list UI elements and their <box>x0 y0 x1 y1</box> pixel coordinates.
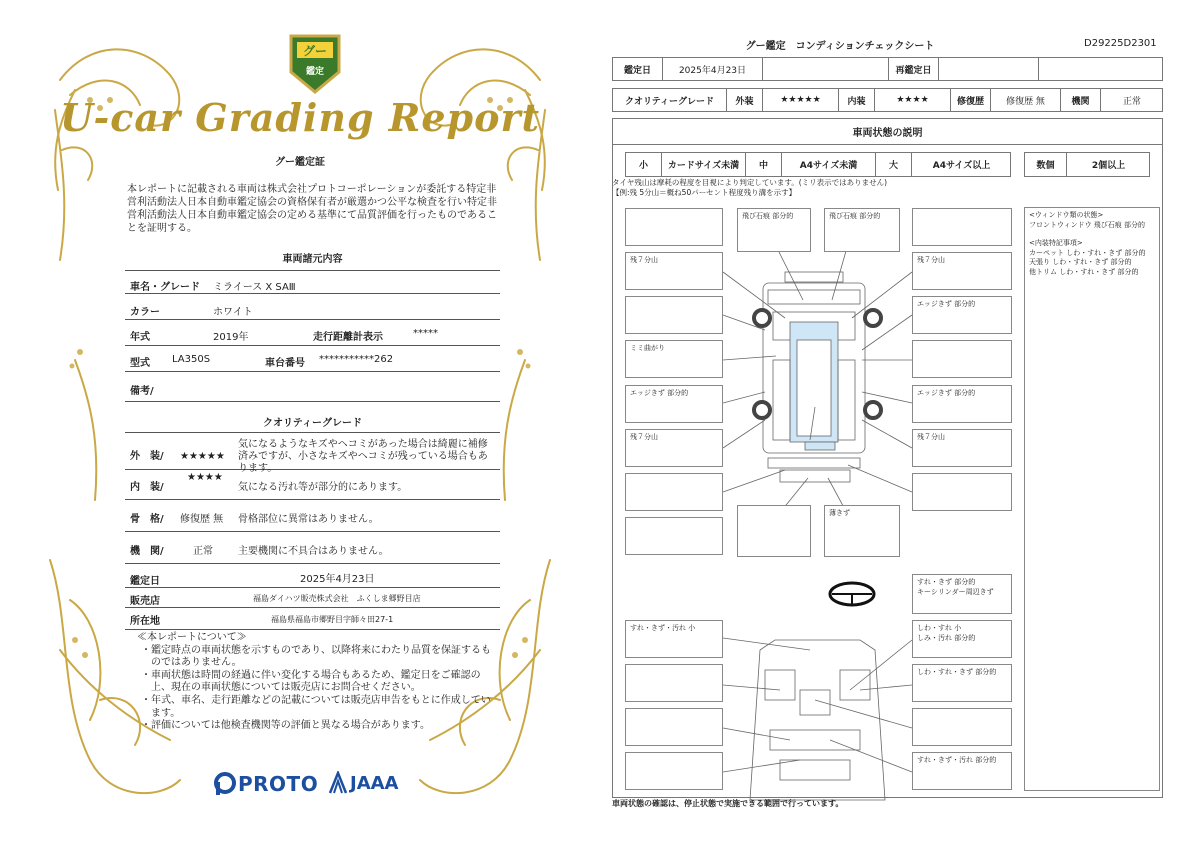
exterior-description: 気になるようなキズやヘコミがあった場合は綺麗に補修済みですが、小さなキズやヘコミが残っている場合もあります。 <box>238 439 488 474</box>
callout-box <box>737 505 811 557</box>
callout-box <box>625 752 723 790</box>
interior-note-1: しわ・すれ 小 <box>917 624 962 632</box>
car-name-value: ミライース X SAⅢ <box>213 282 296 293</box>
callout-box: 薄きず <box>824 505 900 557</box>
tire-note <box>612 178 887 198</box>
note-item: ・鑑定時点の車両状態を示すものであり、以降将来にわたり品質を保証するものではありません。 <box>141 644 491 669</box>
sheet-footnote: 車両状態の確認は、停止状態で実施できる範囲で行っています。 <box>612 799 844 808</box>
report-title: U-car Grading Report <box>59 95 541 140</box>
frame-description: 骨格部位に異常はありません。 <box>238 514 379 525</box>
frame-label: 骨 格/ <box>130 514 164 525</box>
mileage-value: ***** <box>413 328 438 339</box>
chassis-value: ***********262 <box>319 354 394 365</box>
interior-label: 内 装/ <box>130 482 164 493</box>
side-note-line: <ウィンドウ類の状態> <box>1029 211 1104 219</box>
reinspect-value <box>939 58 1039 80</box>
callout-box <box>625 208 723 246</box>
mileage-label: 走行距離計表示 <box>313 332 383 343</box>
svg-text:グー: グー <box>302 44 328 58</box>
size-mid: 中 <box>746 153 782 176</box>
spec-heading: 車両諸元内容 <box>282 254 343 265</box>
side-note-line: フロントウィンドウ 飛び石痕 部分的 <box>1029 220 1146 229</box>
interior-description: 気になる汚れ等が部分的にあります。 <box>238 482 408 493</box>
svg-text:鑑定: 鑑定 <box>305 67 325 77</box>
car-name-label: 車名・グレード <box>130 282 200 293</box>
certificate-text: 本レポートに記載される車両は株式会社プロトコーポレーションが委託する特定非営利活動法人日本自動車鑑定協会の資格保有者が厳選かつ公平な検査を行い特定非営利活動法人日本自動車鑑定協会の定める基準にて品質評価を行ったものであることを証明する。 <box>127 184 497 234</box>
side-note-line: 天張り しわ・すれ・きず 部分的 <box>1029 258 1132 266</box>
callout-box: エッジきず 部分的 <box>625 385 723 423</box>
row-remarks <box>125 372 500 402</box>
side-note-spacer <box>1029 230 1155 239</box>
engine-label: 機 関/ <box>130 546 164 557</box>
size-legend <box>625 152 1011 177</box>
callout-box: エッジきず 部分的 <box>912 385 1012 423</box>
row-dealer <box>125 588 500 608</box>
dealer-value: 福島ダイハツ販売株式会社 ふくしま郷野目店 <box>253 594 421 603</box>
row-address <box>125 608 500 630</box>
callout-box <box>625 296 723 334</box>
model-label: 型式 <box>130 358 150 369</box>
callout-box: 残７分山 <box>912 252 1012 290</box>
reinspect-label: 再鑑定日 <box>889 58 939 80</box>
row-frame <box>125 500 500 532</box>
repair-label: 修復歴 <box>951 89 991 111</box>
count-value: 2個以上 <box>1091 161 1126 171</box>
count-label: 数個 <box>1025 153 1067 176</box>
footer-logos <box>214 770 414 800</box>
report-notes <box>137 632 497 733</box>
int-value: ★★★★ <box>875 89 951 111</box>
date-value: 2025年4月23日 <box>300 574 375 585</box>
certificate-heading: グー鑑定証 <box>275 157 325 168</box>
row-exterior <box>125 432 500 474</box>
note-item: ・評価については他検査機関等の評価と異なる場合があります。 <box>141 720 430 732</box>
callout-box <box>912 473 1012 511</box>
dealer-label: 販売店 <box>130 596 160 607</box>
callout-box <box>912 340 1012 378</box>
side-note-line: <内装特記事項> <box>1029 239 1083 247</box>
size-large: 大 <box>876 153 912 176</box>
reinspect-blank <box>1039 58 1163 80</box>
engine-label: 機関 <box>1061 89 1101 111</box>
exterior-label: 外 装/ <box>130 451 164 462</box>
note-item: ・車両状態は時間の経過に伴い変化する場合もあるため、鑑定日をご確認の上、現在の車両状態については販売店にお問合せください。 <box>141 669 481 694</box>
callout-box <box>625 517 723 555</box>
tire-note-line-2: 【例:残 5分山＝概ね50パーセント程度残り溝を示す】 <box>612 188 797 197</box>
address-value: 福島県福島市郷野目字師々田27-1 <box>271 615 394 624</box>
note-item: ・年式、車名、走行距離などの記載については販売店申告をもとに作成しています。 <box>141 694 491 719</box>
size-large-desc: A4サイズ以上 <box>932 161 991 171</box>
callout-box <box>912 708 1012 746</box>
proto-logo-text: PROTO <box>238 772 319 796</box>
document-id: D29225D2301 <box>1084 38 1157 49</box>
chassis-label: 車台番号 <box>265 358 305 369</box>
quality-grade-heading: クオリティーグレード <box>263 418 362 429</box>
row-color <box>125 294 500 320</box>
row-year <box>125 320 500 346</box>
jaaa-logo-text: JAAA <box>350 773 399 794</box>
callout-box: ミミ曲がり <box>625 340 723 378</box>
callout-box: 残７分山 <box>912 429 1012 467</box>
quality-row <box>612 88 1163 112</box>
section-title: 車両状態の説明 <box>613 119 1162 145</box>
size-small-desc: カードサイズ未満 <box>662 153 746 176</box>
callout-box-key <box>912 574 1012 614</box>
date-value: 2025年4月23日 <box>663 58 763 80</box>
ext-label: 外装 <box>727 89 763 111</box>
year-value: 2019年 <box>213 332 249 343</box>
side-note-line: 他トリム しわ・すれ・きず 部分的 <box>1029 267 1139 276</box>
row-interior <box>125 470 500 500</box>
callout-box <box>625 708 723 746</box>
callout-box: 飛び石痕 部分的 <box>824 208 900 252</box>
interior-note-2: しみ・汚れ 部分的 <box>917 634 976 642</box>
remarks-label: 備考/ <box>130 386 154 397</box>
color-value: ホワイト <box>213 307 253 318</box>
callout-box: 飛び石痕 部分的 <box>737 208 811 252</box>
callout-box: 残７分山 <box>625 252 723 290</box>
jaaa-logo-icon <box>328 771 348 795</box>
color-label: カラー <box>130 307 160 318</box>
callout-box <box>912 208 1012 246</box>
callout-box: しわ・すれ・きず 部分的 <box>912 664 1012 702</box>
size-mid-desc: A4サイズ未満 <box>782 153 876 176</box>
engine-value: 正常 <box>193 546 213 557</box>
int-label: 内装 <box>839 89 875 111</box>
date-label: 鑑定日 <box>613 58 663 80</box>
size-small: 小 <box>626 153 662 176</box>
ext-value: ★★★★★ <box>763 89 839 111</box>
model-value: LA350S <box>172 354 211 365</box>
callout-box: 残７分山 <box>625 429 723 467</box>
sheet-title: グー鑑定 コンディションチェックシート <box>745 41 935 52</box>
goo-appraisal-badge-icon <box>287 32 343 96</box>
engine-value: 正常 <box>1122 96 1141 107</box>
frame-value: 修復歴 無 <box>180 514 224 525</box>
quality-label: クオリティーグレード <box>613 89 727 111</box>
condition-check-sheet <box>600 0 1200 848</box>
callout-box <box>625 473 723 511</box>
count-legend <box>1024 152 1150 177</box>
callout-box: すれ・きず・汚れ 部分的 <box>912 752 1012 790</box>
date-blank <box>763 58 889 80</box>
callout-box <box>625 664 723 702</box>
proto-logo-icon <box>214 772 236 796</box>
row-engine <box>125 532 500 564</box>
date-label: 鑑定日 <box>130 576 160 587</box>
notes-heading: ≪本レポートについて≫ <box>137 632 247 643</box>
special-notes-panel <box>1024 207 1160 791</box>
interior-stars: ★★★★ <box>187 472 223 483</box>
engine-description: 主要機関に不具合はありません。 <box>238 546 389 557</box>
callout-box: すれ・きず・汚れ 小 <box>625 620 723 658</box>
date-row <box>612 57 1163 81</box>
tire-note-line-1: タイヤ残山は摩耗の程度を目視により判定しています。(ミリ表示ではありません) <box>612 178 888 187</box>
key-note-1: すれ・きず 部分的 <box>917 578 976 586</box>
address-label: 所在地 <box>130 616 160 627</box>
year-label: 年式 <box>130 332 150 343</box>
row-date <box>125 566 500 588</box>
repair-value: 修復歴 無 <box>991 89 1061 111</box>
callout-box: エッジきず 部分的 <box>912 296 1012 334</box>
key-note-2: キーシリンダー周辺きず <box>917 588 994 596</box>
callout-box <box>912 620 1012 658</box>
row-model <box>125 346 500 372</box>
side-note-line: カーペット しわ・すれ・きず 部分的 <box>1029 248 1146 257</box>
row-car-name <box>125 270 500 294</box>
exterior-stars: ★★★★★ <box>180 451 225 462</box>
